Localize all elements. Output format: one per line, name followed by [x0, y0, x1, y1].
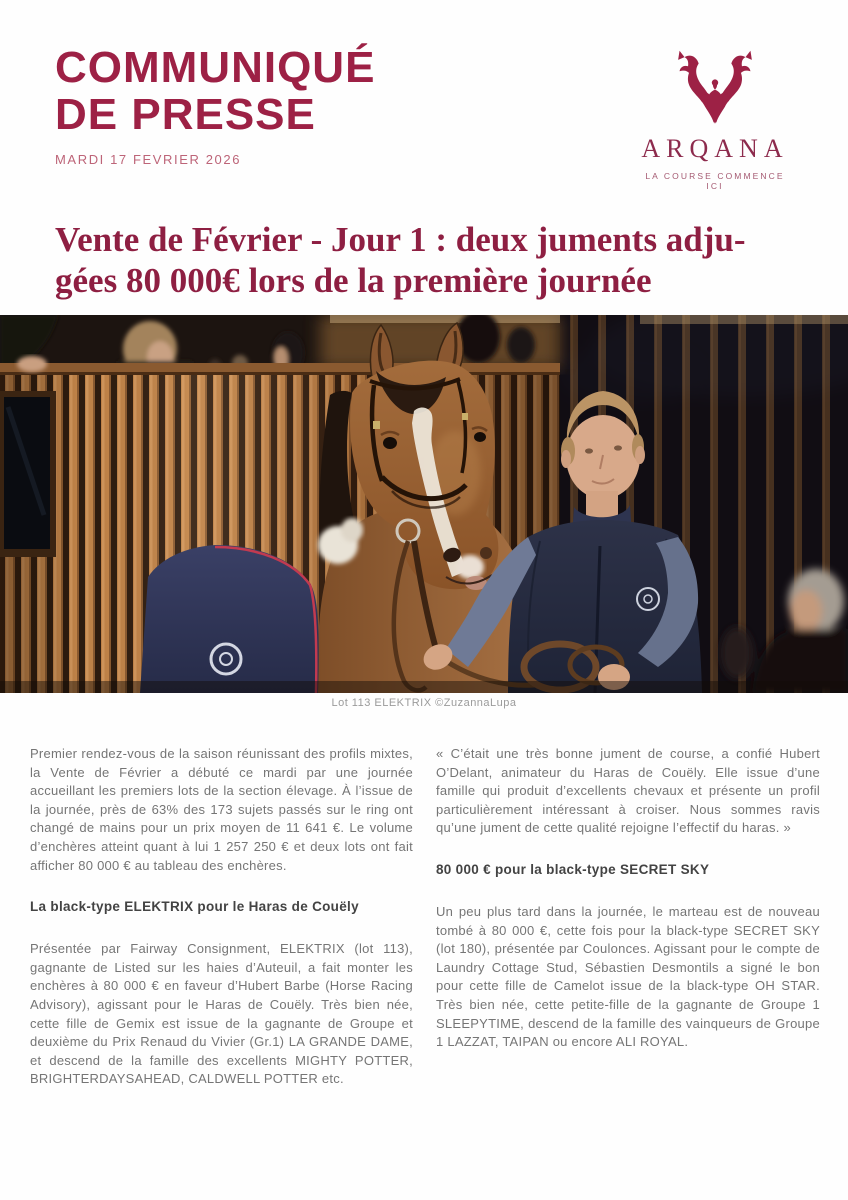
arqana-logo	[635, 50, 795, 191]
paragraph-quote: « C’était une très bonne jument de course, a confié Hubert O’Delant, animateur du Haras de Couëly. Elle issue d’une famille qui produit d’excellents chevaux et présente un profil particulièrement intéressant à croiser. Nous sommes ravis qu’une jument de cette qualité rejoigne l’effectif du haras. »	[436, 746, 820, 836]
press-release-title-line2: DE PRESSE	[55, 90, 316, 139]
paragraph-elektrix: Présentée par Fairway Consignment, ELEKTRIX (lot 113), gagnante de Listed sur les haies d’Auteuil, a fait monter les enchères à 80 000 € en faveur d’Hubert Barbe (Horse Racing Advisory), agissant pour le Haras de Couëly. Très bien née, cette fille de Gemix est issue de la gagnante de Groupe et deuxième du Prix Renaud du Vivier (Gr.1) LA GRANDE DAME, et descend de la famille des excellents MIGHTY POTTER, BRIGHTERDAYSAHEAD, CALDWELL POTTER etc.	[30, 941, 413, 1087]
horse-eye	[383, 437, 397, 449]
article-column-left	[30, 745, 413, 1089]
article-column-right	[436, 745, 820, 1052]
paragraph-secret-sky: Un peu plus tard dans la journée, le marteau est de nouveau tombé à 80 000 €, cette fois pour la black-type SECRET SKY (lot 180), présentée par Coulonces. Agissant pour le compte de Laundry Cottage Stud, Sébastien Desmontils a signé le bon pour cette fille de Camelot issue de la black-type OH STAR. Très bien née, cette petite-fille de la gagnante de Groupe 1 SLEEPYTIME, descend de la famille des vainqueurs de Groupe 1 LAZZAT, TAIPAN ou encore ALI ROYAL.	[436, 903, 820, 1050]
arqana-emblem-icon	[672, 50, 758, 128]
masthead	[55, 44, 375, 167]
horse-eye	[474, 432, 486, 442]
headline-line1: Vente de Février - Jour 1 : deux juments adju-	[55, 220, 746, 259]
arqana-wordmark: ARQANA	[641, 134, 789, 163]
headline-line2: gées 80 000€ lors de la première journée	[55, 261, 652, 300]
press-release-title-line1: COMMUNIQUÉ	[55, 43, 376, 92]
sale-ring-photo-illustration	[0, 315, 848, 693]
arqana-tagline: LA COURSE COMMENCE ICI	[645, 171, 785, 191]
paragraph-intro: Premier rendez-vous de la saison réunissant des profils mixtes, la Vente de Février a débuté ce mardi par une journée accueillant les premiers lots de la section élevage. À l’issue de la journée, près de 63% des 173 sujets passés sur le ring ont changé de mains pour un prix moyen de 11 641 €. Le volume d’enchères atteint quant à lui 1 257 250 € et deux lots ont fait afficher 80 000 € au tableau des enchères.	[30, 746, 413, 873]
subhead-elektrix: La black-type ELEKTRIX pour le Haras de Couëly	[30, 899, 359, 915]
wall-screen	[0, 391, 56, 557]
spectator-hand	[17, 356, 47, 372]
subhead-secret-sky: 80 000 € pour la black-type SECRET SKY	[436, 861, 710, 877]
bridle-buckle	[373, 421, 380, 429]
photo-caption: Lot 113 ELEKTRIX ©ZuzannaLupa	[331, 697, 517, 709]
article-headline	[55, 219, 815, 301]
press-release-date: MARDI 17 FEVRIER 2026	[55, 152, 242, 167]
press-photo	[0, 315, 848, 693]
